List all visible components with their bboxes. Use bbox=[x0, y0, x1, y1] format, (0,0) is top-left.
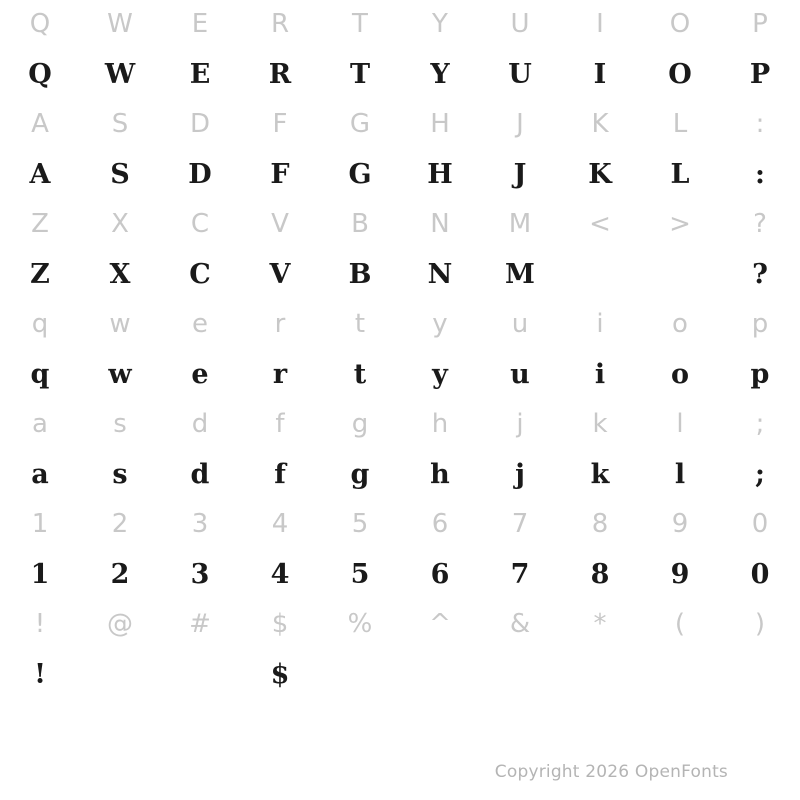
key-cell: 2 bbox=[111, 509, 129, 539]
specimen-cell: 3 bbox=[190, 558, 210, 590]
key-cell: 1 bbox=[31, 509, 49, 539]
key-cell: E bbox=[191, 9, 209, 39]
row-pair bbox=[0, 500, 800, 600]
specimen-cell: 9 bbox=[670, 558, 690, 590]
key-cell: ; bbox=[755, 409, 765, 439]
specimen-cell: k bbox=[590, 458, 610, 490]
specimen-cell: d bbox=[190, 458, 210, 490]
specimen-cell: ? bbox=[752, 258, 768, 290]
specimen-cell: O bbox=[668, 58, 692, 90]
key-cell: a bbox=[32, 409, 48, 439]
specimen-cell bbox=[640, 248, 720, 300]
key-cell: p bbox=[751, 309, 769, 339]
row-pair bbox=[0, 300, 800, 400]
key-cell: R bbox=[270, 9, 290, 39]
key-row bbox=[0, 500, 800, 548]
specimen-cell: D bbox=[188, 158, 212, 190]
key-cell: w bbox=[109, 309, 131, 339]
specimen-cell: l bbox=[674, 458, 686, 490]
key-cell: h bbox=[431, 409, 449, 439]
specimen-cell: w bbox=[108, 358, 132, 390]
specimen-cell: X bbox=[109, 258, 131, 290]
specimen-cell: : bbox=[755, 158, 765, 190]
key-cell: ^ bbox=[429, 609, 451, 639]
specimen-cell: P bbox=[749, 58, 771, 90]
key-cell: i bbox=[596, 309, 604, 339]
key-cell: k bbox=[592, 409, 608, 439]
specimen-cell: s bbox=[112, 458, 128, 490]
specimen-cell: j bbox=[515, 458, 525, 490]
key-cell: H bbox=[430, 109, 450, 139]
key-cell: F bbox=[272, 109, 288, 139]
key-cell: K bbox=[591, 109, 609, 139]
key-cell: C bbox=[190, 209, 210, 239]
key-cell: P bbox=[752, 9, 768, 39]
key-cell: 6 bbox=[431, 509, 449, 539]
specimen-cell: 0 bbox=[750, 558, 770, 590]
specimen-cell: K bbox=[588, 158, 612, 190]
specimen-row bbox=[0, 648, 800, 700]
key-cell: r bbox=[274, 309, 286, 339]
key-cell: y bbox=[432, 309, 448, 339]
specimen-cell: F bbox=[270, 158, 290, 190]
key-cell: o bbox=[672, 309, 688, 339]
key-cell: @ bbox=[107, 609, 133, 639]
specimen-cell: 6 bbox=[430, 558, 450, 590]
key-cell: f bbox=[275, 409, 285, 439]
specimen-cell bbox=[400, 648, 480, 700]
specimen-cell: i bbox=[594, 358, 606, 390]
key-cell: & bbox=[509, 609, 531, 639]
specimen-cell: ! bbox=[34, 658, 46, 690]
specimen-cell: G bbox=[348, 158, 372, 190]
specimen-cell: y bbox=[432, 358, 448, 390]
specimen-cell: h bbox=[430, 458, 450, 490]
key-cell: U bbox=[510, 9, 530, 39]
specimen-cell bbox=[480, 648, 560, 700]
specimen-cell bbox=[560, 648, 640, 700]
key-cell: 9 bbox=[671, 509, 689, 539]
specimen-cell: p bbox=[750, 358, 770, 390]
key-cell: O bbox=[669, 9, 691, 39]
key-cell: W bbox=[107, 9, 133, 39]
specimen-cell: J bbox=[513, 158, 527, 190]
specimen-cell: B bbox=[348, 258, 372, 290]
key-cell: 7 bbox=[511, 509, 529, 539]
specimen-cell: A bbox=[29, 158, 51, 190]
key-row bbox=[0, 600, 800, 648]
specimen-cell: I bbox=[593, 58, 607, 90]
key-cell: q bbox=[31, 309, 49, 339]
specimen-cell: t bbox=[353, 358, 367, 390]
key-cell: t bbox=[354, 309, 366, 339]
specimen-cell bbox=[720, 648, 800, 700]
key-cell: 0 bbox=[751, 509, 769, 539]
key-cell: ( bbox=[674, 609, 686, 639]
key-cell: J bbox=[516, 109, 524, 139]
specimen-cell: W bbox=[104, 58, 136, 90]
specimen-cell: 7 bbox=[510, 558, 530, 590]
specimen-row bbox=[0, 148, 800, 200]
specimen-cell: 4 bbox=[270, 558, 290, 590]
specimen-row bbox=[0, 548, 800, 600]
key-row bbox=[0, 300, 800, 348]
specimen-cell: Q bbox=[28, 58, 52, 90]
key-cell: 4 bbox=[271, 509, 289, 539]
key-cell: ? bbox=[753, 209, 767, 239]
specimen-cell: Z bbox=[30, 258, 50, 290]
row-pair bbox=[0, 400, 800, 500]
key-cell: ! bbox=[34, 609, 46, 639]
key-cell: B bbox=[351, 209, 369, 239]
key-cell: S bbox=[111, 109, 129, 139]
specimen-cell: L bbox=[670, 158, 690, 190]
key-cell: A bbox=[31, 109, 49, 139]
specimen-cell: a bbox=[31, 458, 49, 490]
key-cell: d bbox=[191, 409, 209, 439]
row-pair bbox=[0, 600, 800, 700]
specimen-cell bbox=[640, 648, 720, 700]
specimen-cell: q bbox=[30, 358, 50, 390]
specimen-cell: 8 bbox=[590, 558, 610, 590]
specimen-cell: r bbox=[272, 358, 288, 390]
key-cell: 5 bbox=[351, 509, 369, 539]
key-row bbox=[0, 0, 800, 48]
specimen-row bbox=[0, 348, 800, 400]
specimen-cell: H bbox=[427, 158, 453, 190]
specimen-cell: E bbox=[189, 58, 211, 90]
specimen-cell: ; bbox=[755, 458, 765, 490]
row-pair bbox=[0, 0, 800, 100]
specimen-cell: V bbox=[269, 258, 291, 290]
key-cell: M bbox=[508, 209, 532, 239]
specimen-row bbox=[0, 48, 800, 100]
key-cell: e bbox=[192, 309, 208, 339]
key-cell: # bbox=[189, 609, 211, 639]
specimen-cell: C bbox=[189, 258, 211, 290]
specimen-cell: o bbox=[670, 358, 689, 390]
key-row bbox=[0, 400, 800, 448]
copyright-notice: Copyright 2026 OpenFonts bbox=[494, 762, 728, 782]
specimen-cell: 5 bbox=[350, 558, 370, 590]
key-cell: : bbox=[755, 109, 765, 139]
specimen-cell: $ bbox=[270, 658, 290, 690]
key-cell: 3 bbox=[191, 509, 209, 539]
key-cell: 8 bbox=[591, 509, 609, 539]
specimen-cell: T bbox=[349, 58, 371, 90]
specimen-cell: 1 bbox=[30, 558, 50, 590]
specimen-cell: R bbox=[268, 58, 292, 90]
specimen-cell bbox=[80, 648, 160, 700]
key-cell: I bbox=[596, 9, 604, 39]
key-cell: * bbox=[593, 609, 607, 639]
key-row bbox=[0, 100, 800, 148]
key-cell: $ bbox=[271, 609, 289, 639]
key-row bbox=[0, 200, 800, 248]
key-cell: Y bbox=[432, 9, 448, 39]
key-cell: X bbox=[111, 209, 129, 239]
key-cell: l bbox=[676, 409, 684, 439]
key-cell: Q bbox=[29, 9, 51, 39]
key-cell: j bbox=[516, 409, 524, 439]
specimen-cell: u bbox=[510, 358, 530, 390]
specimen-cell bbox=[160, 648, 240, 700]
specimen-cell: 2 bbox=[110, 558, 130, 590]
key-cell: ) bbox=[754, 609, 766, 639]
key-cell: < bbox=[589, 209, 611, 239]
specimen-cell: e bbox=[191, 358, 209, 390]
specimen-cell: S bbox=[110, 158, 130, 190]
specimen-cell: N bbox=[427, 258, 453, 290]
specimen-cell: f bbox=[274, 458, 286, 490]
specimen-cell: g bbox=[350, 458, 370, 490]
specimen-cell bbox=[560, 248, 640, 300]
specimen-cell: Y bbox=[430, 58, 450, 90]
key-cell: T bbox=[352, 9, 368, 39]
specimen-cell bbox=[320, 648, 400, 700]
key-cell: L bbox=[672, 109, 688, 139]
key-cell: u bbox=[511, 309, 529, 339]
key-cell: Z bbox=[31, 209, 49, 239]
specimen-cell: M bbox=[505, 258, 535, 290]
specimen-cell: U bbox=[508, 58, 532, 90]
specimen-row bbox=[0, 448, 800, 500]
key-cell: g bbox=[351, 409, 369, 439]
row-pair bbox=[0, 100, 800, 200]
key-cell: % bbox=[347, 609, 373, 639]
key-cell: > bbox=[669, 209, 691, 239]
key-cell: s bbox=[113, 409, 127, 439]
key-cell: V bbox=[271, 209, 289, 239]
key-cell: N bbox=[430, 209, 450, 239]
key-cell: G bbox=[349, 109, 371, 139]
key-cell: D bbox=[189, 109, 211, 139]
specimen-row bbox=[0, 248, 800, 300]
row-pair bbox=[0, 200, 800, 300]
